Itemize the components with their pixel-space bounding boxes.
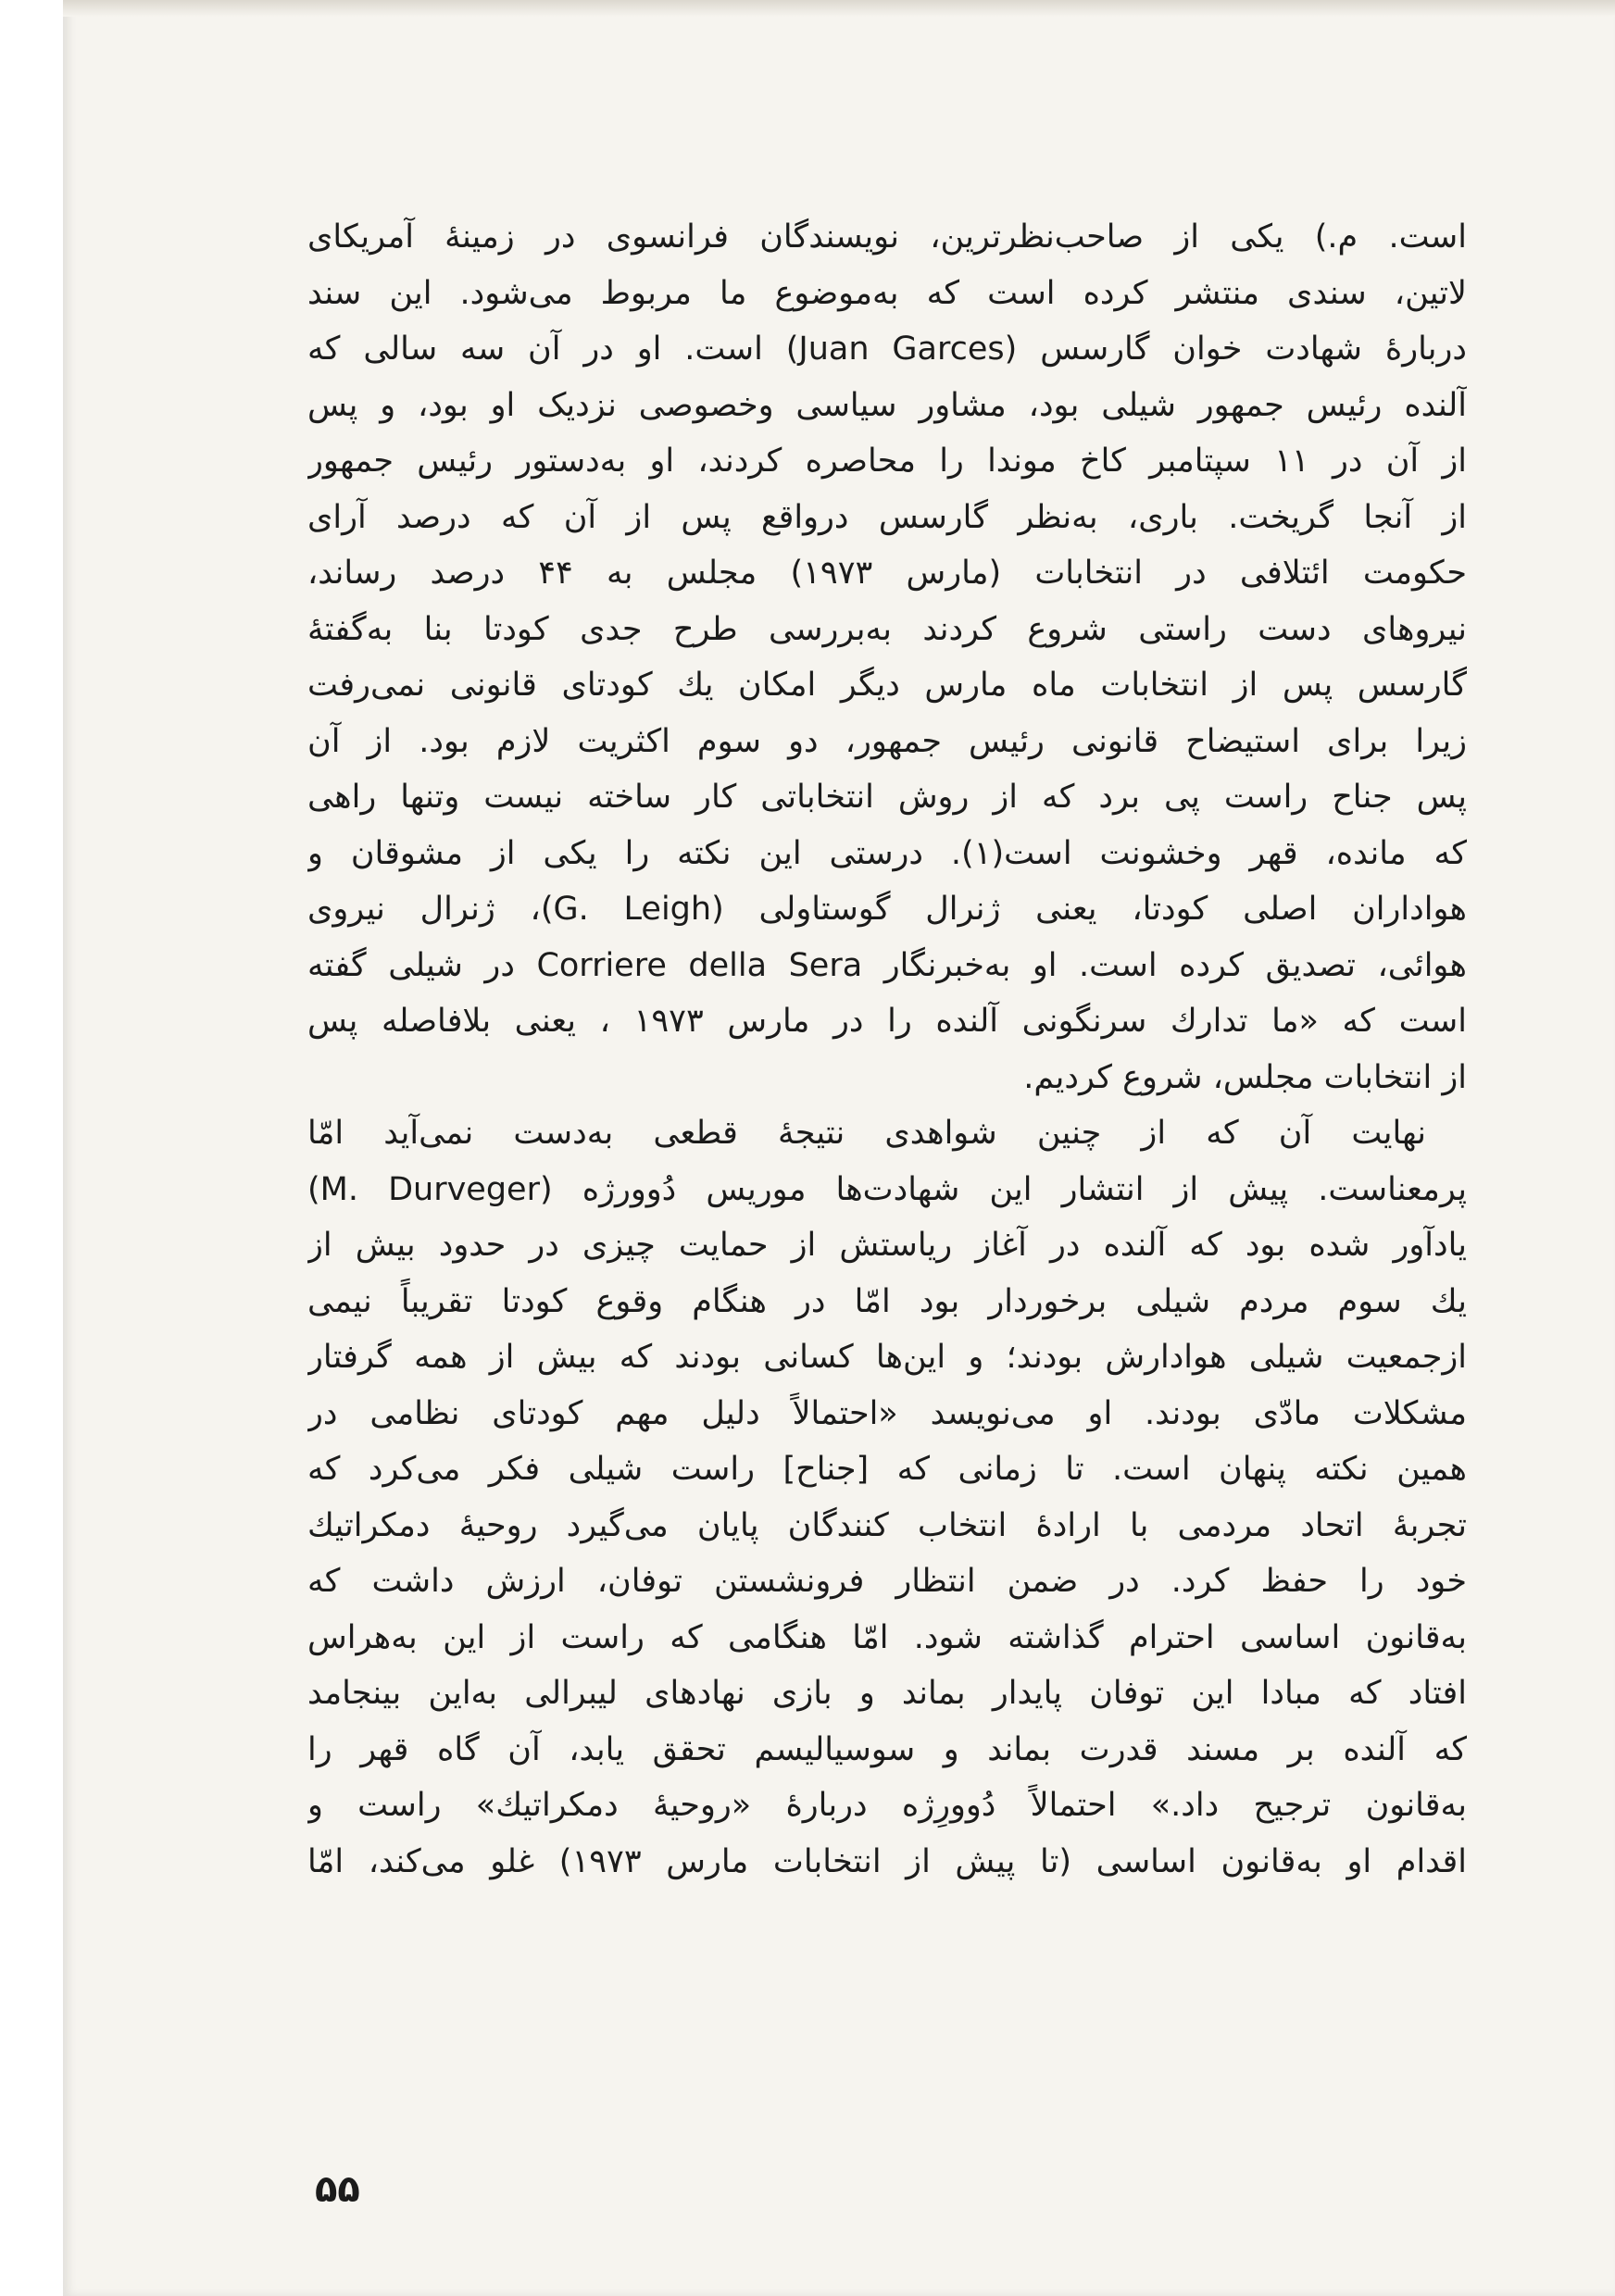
text-line: افتاد که مبادا این توفان پایدار بماند و بازی نهادهای لیبرالی به‌این بینجامد	[307, 1675, 1467, 1712]
text-line: همین نکته پنهان است. تا زمانی که [جناح] راست شیلی فکر می‌کرد که	[307, 1451, 1467, 1488]
text-line: هوائی، تصدیق کرده است. او به‌خبرنگار Corriere della Sera در شیلی گفته	[307, 946, 1467, 984]
text-line: گارسس پس از انتخابات ماه مارس دیگر امکان یك کودتای قانونی نمی‌رفت	[307, 667, 1467, 704]
text-line: تجربهٔ اتحاد مردمی با ارادهٔ انتخاب کنندگان پایان می‌گیرد روحیهٔ دمکراتیك	[307, 1506, 1467, 1544]
book-page	[63, 0, 1615, 2296]
text-line: پرمعناست. پیش از انتشار این شهادت‌ها موریس دُوورژه (M. Durveger)	[307, 1170, 1467, 1208]
text-line: که آلنده بر مسند قدرت بماند و سوسیالیسم تحقق یابد، آن گاه قهر را	[307, 1730, 1467, 1768]
text-line: حکومت ائتلافی در انتخابات (مارس ۱۹۷۳) مجلس به ۴۴ درصد رساند،	[307, 555, 1467, 592]
text-line: که مانده، قهر وخشونت است(۱). درستی این نکته را یکی از مشوقان و	[307, 834, 1467, 872]
page-edge-shadow	[63, 0, 1615, 17]
text-line: لاتین، سندی منتشر کرده است که به‌موضوع ما مربوط می‌شود. این سند	[307, 274, 1467, 312]
text-line: است. م.) یکی از صاحب‌نظرترین، نویسندگان فرانسوی در زمینهٔ آمریکای	[307, 218, 1467, 256]
text-line: هواداران اصلی کودتا، یعنی ژنرال گوستاولی (G. Leigh)، ژنرال نیروی	[307, 891, 1467, 928]
body-text	[307, 209, 1467, 1890]
text-line: آلنده رئیس جمهور شیلی بود، مشاور سیاسی وخصوصی نزدیک او بود، و پس	[307, 386, 1467, 424]
text-line: به‌قانون اساسی احترام گذاشته شود. امّا هنگامی که راست از این به‌هراس	[307, 1618, 1467, 1656]
text-line: اقدام او به‌قانون اساسی (تا پیش از انتخابات مارس ۱۹۷۳) غلو می‌کند، امّا	[307, 1842, 1467, 1880]
text-line: ازجمعیت شیلی هوادارش بودند؛ و این‌ها کسانی بودند که بیش از همه گرفتار	[307, 1339, 1467, 1376]
text-line: است که «ما تدارك سرنگونی آلنده را در مارس ۱۹۷۳ ، یعنی بلافاصله پس	[307, 1003, 1467, 1040]
text-line: یادآور شده بود که آلنده در آغاز ریاستش از حمایت چیزی در حدود بیش از	[307, 1227, 1467, 1264]
text-line: نهایت آن که از چنین شواهدی نتیجهٔ قطعی به‌دست نمی‌آید امّا	[307, 1115, 1426, 1152]
text-line: مشکلات مادّی بودند. او می‌نویسد «احتمالاً دلیل مهم کودتای نظامی در	[307, 1394, 1467, 1432]
text-line: به‌قانون ترجیح داد.» احتمالاً دُوورِژه دربارهٔ «روحیهٔ دمکراتیك» راست و	[307, 1787, 1467, 1824]
text-line: از آن در ۱۱ سپتامبر کاخ موندا را محاصره کردند، او به‌دستور رئیس جمهور	[307, 443, 1467, 480]
text-line: نیروهای دست راستی شروع کردند به‌بررسی طرح جدی کودتا بنا به‌گفتهٔ	[307, 610, 1467, 648]
text-line: زیرا برای استیضاح قانونی رئیس جمهور، دو سوم اکثریت لازم بود. از آن	[307, 722, 1467, 760]
text-line: پس جناح راست پی برد که از روش انتخاباتی کار ساخته نیست وتنها راهی	[307, 779, 1467, 816]
text-line: یك سوم مردم شیلی برخوردار بود امّا در هنگام وقوع کودتا تقریباً نیمی	[307, 1282, 1467, 1320]
text-line: از انتخابات مجلس، شروع کردیم.	[1023, 1058, 1467, 1096]
text-line: خود را حفظ کرد. در ضمن انتظار فرونشستن توفان، ارزش داشت که	[307, 1563, 1467, 1600]
page-number: ۵۵	[315, 2168, 360, 2211]
text-line: دربارهٔ شهادت خوان گارسس (Juan Garces) است. او در آن سه سالی که	[307, 331, 1467, 368]
text-line: از آنجا گریخت. باری، به‌نظر گارسس درواقع پس از آن که درصد آرای	[307, 498, 1467, 536]
